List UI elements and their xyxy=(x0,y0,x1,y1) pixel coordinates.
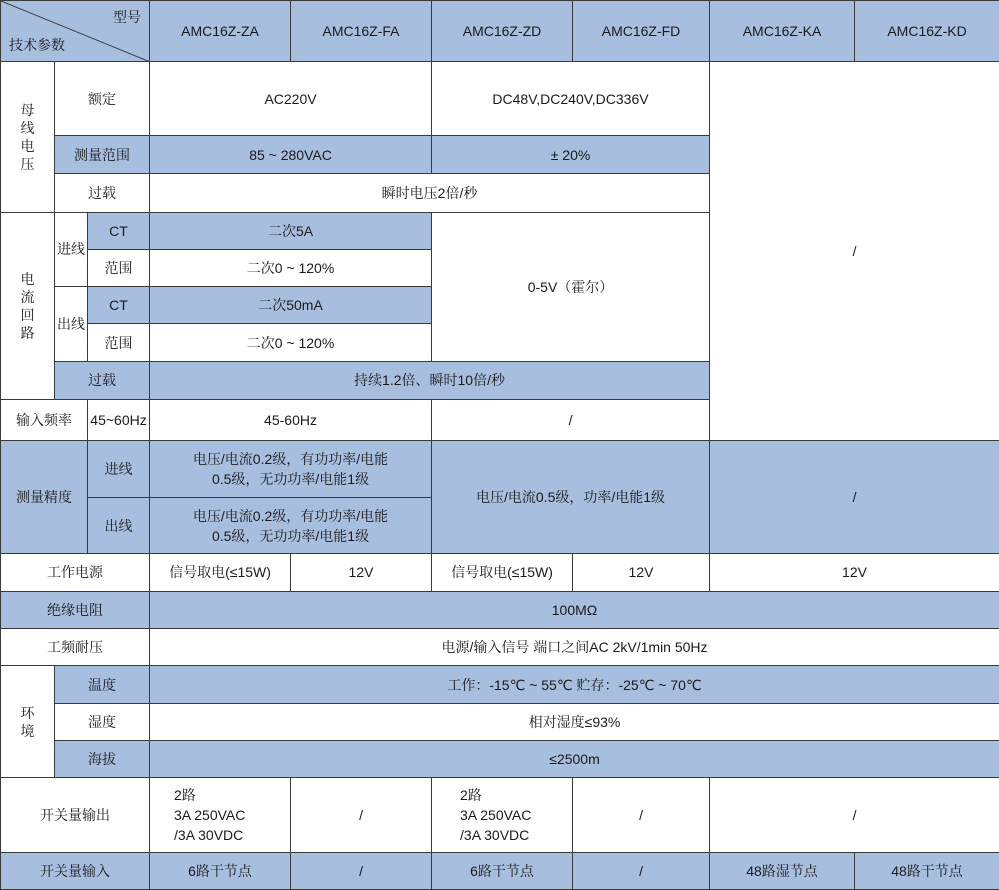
power-supply-label: 工作电源 xyxy=(1,554,150,591)
power-supply-fa: 12V xyxy=(291,554,432,591)
model-header-fa: AMC16Z-FA xyxy=(291,1,432,62)
incoming-range-value: 二次0 ~ 120% xyxy=(150,249,432,286)
power-supply-k: 12V xyxy=(710,554,999,591)
header-row xyxy=(1,1,999,62)
withstand-label: 工频耐压 xyxy=(1,628,150,665)
incoming-range-label: 范围 xyxy=(88,249,150,286)
switch-output-label: 开关量输出 xyxy=(1,777,150,852)
temperature-label: 温度 xyxy=(55,666,150,704)
outgoing-range-label: 范围 xyxy=(88,324,150,361)
range-ac-value: 85 ~ 280VAC xyxy=(150,136,432,174)
switch-output-k: / xyxy=(710,777,999,852)
range-dc-value: ± 20% xyxy=(432,136,710,174)
switch-input-fd: / xyxy=(573,852,710,889)
altitude-value: ≤2500m xyxy=(150,740,999,777)
switch-input-fa: / xyxy=(291,852,432,889)
voltage-overload-value: 瞬时电压2倍/秒 xyxy=(150,174,710,212)
input-frequency-ac: 45-60Hz xyxy=(150,400,432,441)
env-humidity-row xyxy=(1,704,999,740)
header-corner-cell xyxy=(1,1,150,62)
outgoing-ct-value: 二次50mA xyxy=(150,287,432,324)
env-altitude-row xyxy=(1,740,999,777)
incoming-ct-label: CT xyxy=(88,212,150,249)
power-supply-za: 信号取电(≤15W) xyxy=(150,554,291,591)
power-supply-zd: 信号取电(≤15W) xyxy=(432,554,573,591)
model-header-fd: AMC16Z-FD xyxy=(573,1,710,62)
accuracy-outgoing-label: 出线 xyxy=(88,497,150,553)
switch-output-za: 2路 3A 250VAC /3A 30VDC xyxy=(150,777,291,852)
humidity-label: 湿度 xyxy=(55,704,150,740)
input-frequency-dc: / xyxy=(432,400,710,441)
power-supply-fd: 12V xyxy=(573,554,710,591)
switch-input-kd: 48路干节点 xyxy=(855,852,999,889)
accuracy-incoming-value: 电压/电流0.2级，有功功率/电能 0.5级，无功功率/电能1级 xyxy=(150,441,432,497)
insulation-value: 100MΩ xyxy=(150,591,999,628)
accuracy-incoming-row xyxy=(1,441,999,497)
outgoing-ct-label: CT xyxy=(88,287,150,324)
insulation-label: 绝缘电阻 xyxy=(1,591,150,628)
switch-input-ka: 48路湿节点 xyxy=(710,852,855,889)
current-overload-value: 持续1.2倍、瞬时10倍/秒 xyxy=(150,361,710,399)
accuracy-label: 测量精度 xyxy=(1,441,88,554)
environment-group-label: 环 境 xyxy=(1,666,55,778)
altitude-label: 海拔 xyxy=(55,740,150,777)
current-loop-group-label: 电 流 回 路 xyxy=(1,212,55,399)
input-frequency-label: 输入频率 xyxy=(1,400,88,441)
rated-label: 额定 xyxy=(55,62,150,136)
incoming-label: 进线 xyxy=(55,212,88,287)
range-label: 测量范围 xyxy=(55,136,150,174)
switch-output-fd: / xyxy=(573,777,710,852)
switch-output-fa: / xyxy=(291,777,432,852)
switch-input-zd: 6路干节点 xyxy=(432,852,573,889)
incoming-ct-value: 二次5A xyxy=(150,212,432,249)
switch-input-label: 开关量输入 xyxy=(1,852,150,889)
outgoing-range-value: 二次0 ~ 120% xyxy=(150,324,432,361)
model-header-kd: AMC16Z-KD xyxy=(855,1,999,62)
rated-ac-value: AC220V xyxy=(150,62,432,136)
param-header-label: 技术参数 xyxy=(9,37,65,54)
humidity-value: 相对湿度≤93% xyxy=(150,704,999,740)
rated-dc-value: DC48V,DC240V,DC336V xyxy=(432,62,710,136)
outgoing-label: 出线 xyxy=(55,287,88,362)
switch-output-zd: 2路 3A 250VAC /3A 30VDC xyxy=(432,777,573,852)
withstand-value: 电源/输入信号 端口之间AC 2kV/1min 50Hz xyxy=(150,628,999,665)
input-frequency-range: 45~60Hz xyxy=(88,400,150,441)
model-header-label: 型号 xyxy=(113,9,142,25)
switch-input-row xyxy=(1,852,999,889)
insulation-row xyxy=(1,591,999,628)
withstand-row xyxy=(1,628,999,665)
current-overload-label: 过载 xyxy=(55,361,150,399)
switch-output-row xyxy=(1,777,999,852)
k-models-upper-cell: / xyxy=(710,62,999,441)
model-header-zd: AMC16Z-ZD xyxy=(432,1,573,62)
accuracy-k-models: / xyxy=(710,441,999,554)
model-header-ka: AMC16Z-KA xyxy=(710,1,855,62)
accuracy-incoming-label: 进线 xyxy=(88,441,150,497)
accuracy-dc-value: 电压/电流0.5级，功率/电能1级 xyxy=(432,441,710,554)
bus-voltage-group-label: 母 线 电 压 xyxy=(1,62,55,212)
current-dc-value: 0-5V（霍尔） xyxy=(432,212,710,361)
voltage-overload-label: 过载 xyxy=(55,174,150,212)
switch-input-za: 6路干节点 xyxy=(150,852,291,889)
bus-voltage-rated-row xyxy=(1,62,999,136)
accuracy-outgoing-value: 电压/电流0.2级，有功功率/电能 0.5级，无功功率/电能1级 xyxy=(150,497,432,553)
power-supply-row xyxy=(1,554,999,591)
temperature-value: 工作：-15℃ ~ 55℃ 贮存：-25℃ ~ 70℃ xyxy=(150,666,999,704)
env-temperature-row xyxy=(1,666,999,704)
model-header-za: AMC16Z-ZA xyxy=(150,1,291,62)
